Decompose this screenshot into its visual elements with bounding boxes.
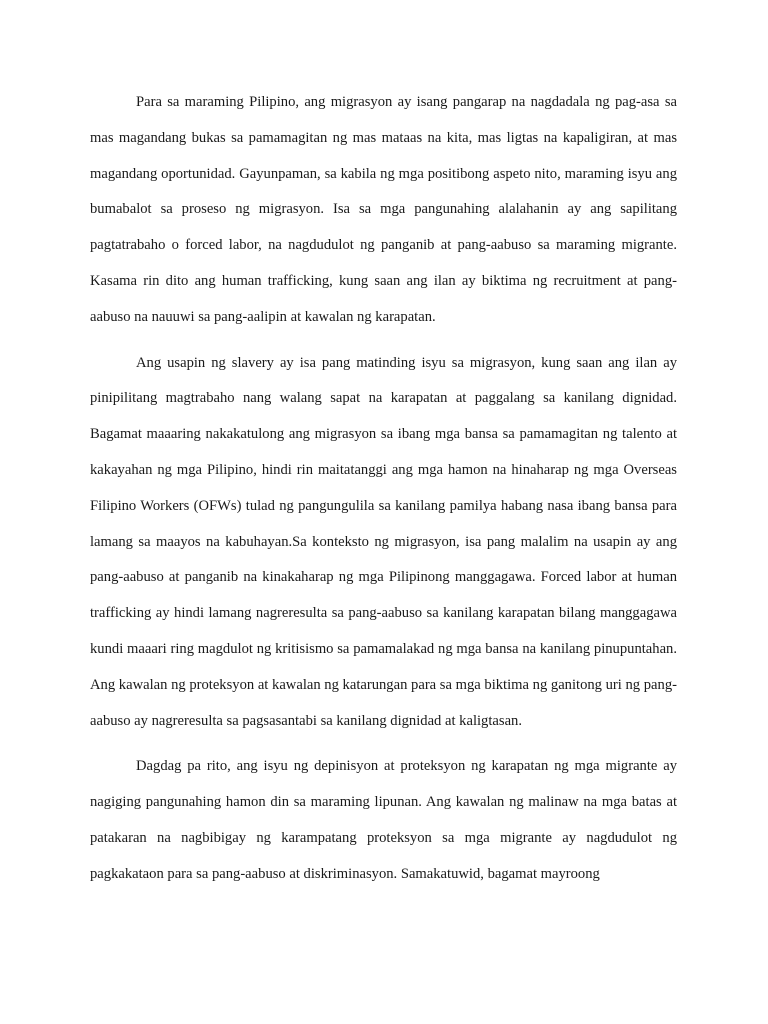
paragraph-3: Dagdag pa rito, ang isyu ng depinisyon at proteksyon ng karapatan ng mga migrante ay nagiging pangunahing hamon din sa maraming lipunan. Ang kawalan ng malinaw na mga batas at patakaran na nagbibigay ng karampatang proteksyon sa mga migrante ay nagdudulot ng pagkakataon para sa pang-aabuso at diskriminasyon. Samakatuwid, bagamat mayroong	[90, 758, 677, 882]
paragraph-1: Para sa maraming Pilipino, ang migrasyon ay isang pangarap na nagdadala ng pag-asa sa mas magandang bukas sa pamamagitan ng mas mataas na kita, mas ligtas na kapaligiran, at mas magandang oportunidad. Gayunpaman, sa kabila ng mga positibong aspeto nito, maraming isyu ang bumabalot sa proseso ng migrasyon. Isa sa mga pangunahing alalahanin ay ang sapilitang pagtatrabaho o forced labor, na nagdudulot ng panganib at pang-aabuso sa maraming migrante. Kasama rin dito ang human trafficking, kung saan ang ilan ay biktima ng recruitment at pang-aabuso na nauuwi sa pang-aalipin at kawalan ng karapatan.	[90, 94, 677, 325]
paragraph-2: Ang usapin ng slavery ay isa pang matinding isyu sa migrasyon, kung saan ang ilan ay pinipilitang magtrabaho nang walang sapat na karapatan at paggalang sa kanilang dignidad. Bagamat maaaring nakakatulong ang migrasyon sa ibang mga bansa sa pamamagitan ng talento at kakayahan ng mga Pilipino, hindi rin maitatanggi ang mga hamon na hinaharap ng mga Overseas Filipino Workers (OFWs) tulad ng pangungulila sa kanilang pamilya habang nasa ibang bansa para lamang sa maayos na kabuhayan.Sa konteksto ng migrasyon, isa pang malalim na usapin ay ang pang-aabuso at panganib na kinakaharap ng mga Pilipinong manggagawa. Forced labor at human trafficking ay hindi lamang nagreresulta sa pang-aabuso sa kanilang karapatan bilang manggagawa kundi maaari ring magdulot ng kritisismo sa pamamalakad ng mga bansa na kanilang pinupuntahan. Ang kawalan ng proteksyon at kawalan ng katarungan para sa mga biktima ng ganitong uri ng pang-aabuso ay nagreresulta sa pagsasantabi sa kanilang dignidad at kaligtasan.	[90, 354, 677, 729]
document-page	[90, 85, 677, 903]
